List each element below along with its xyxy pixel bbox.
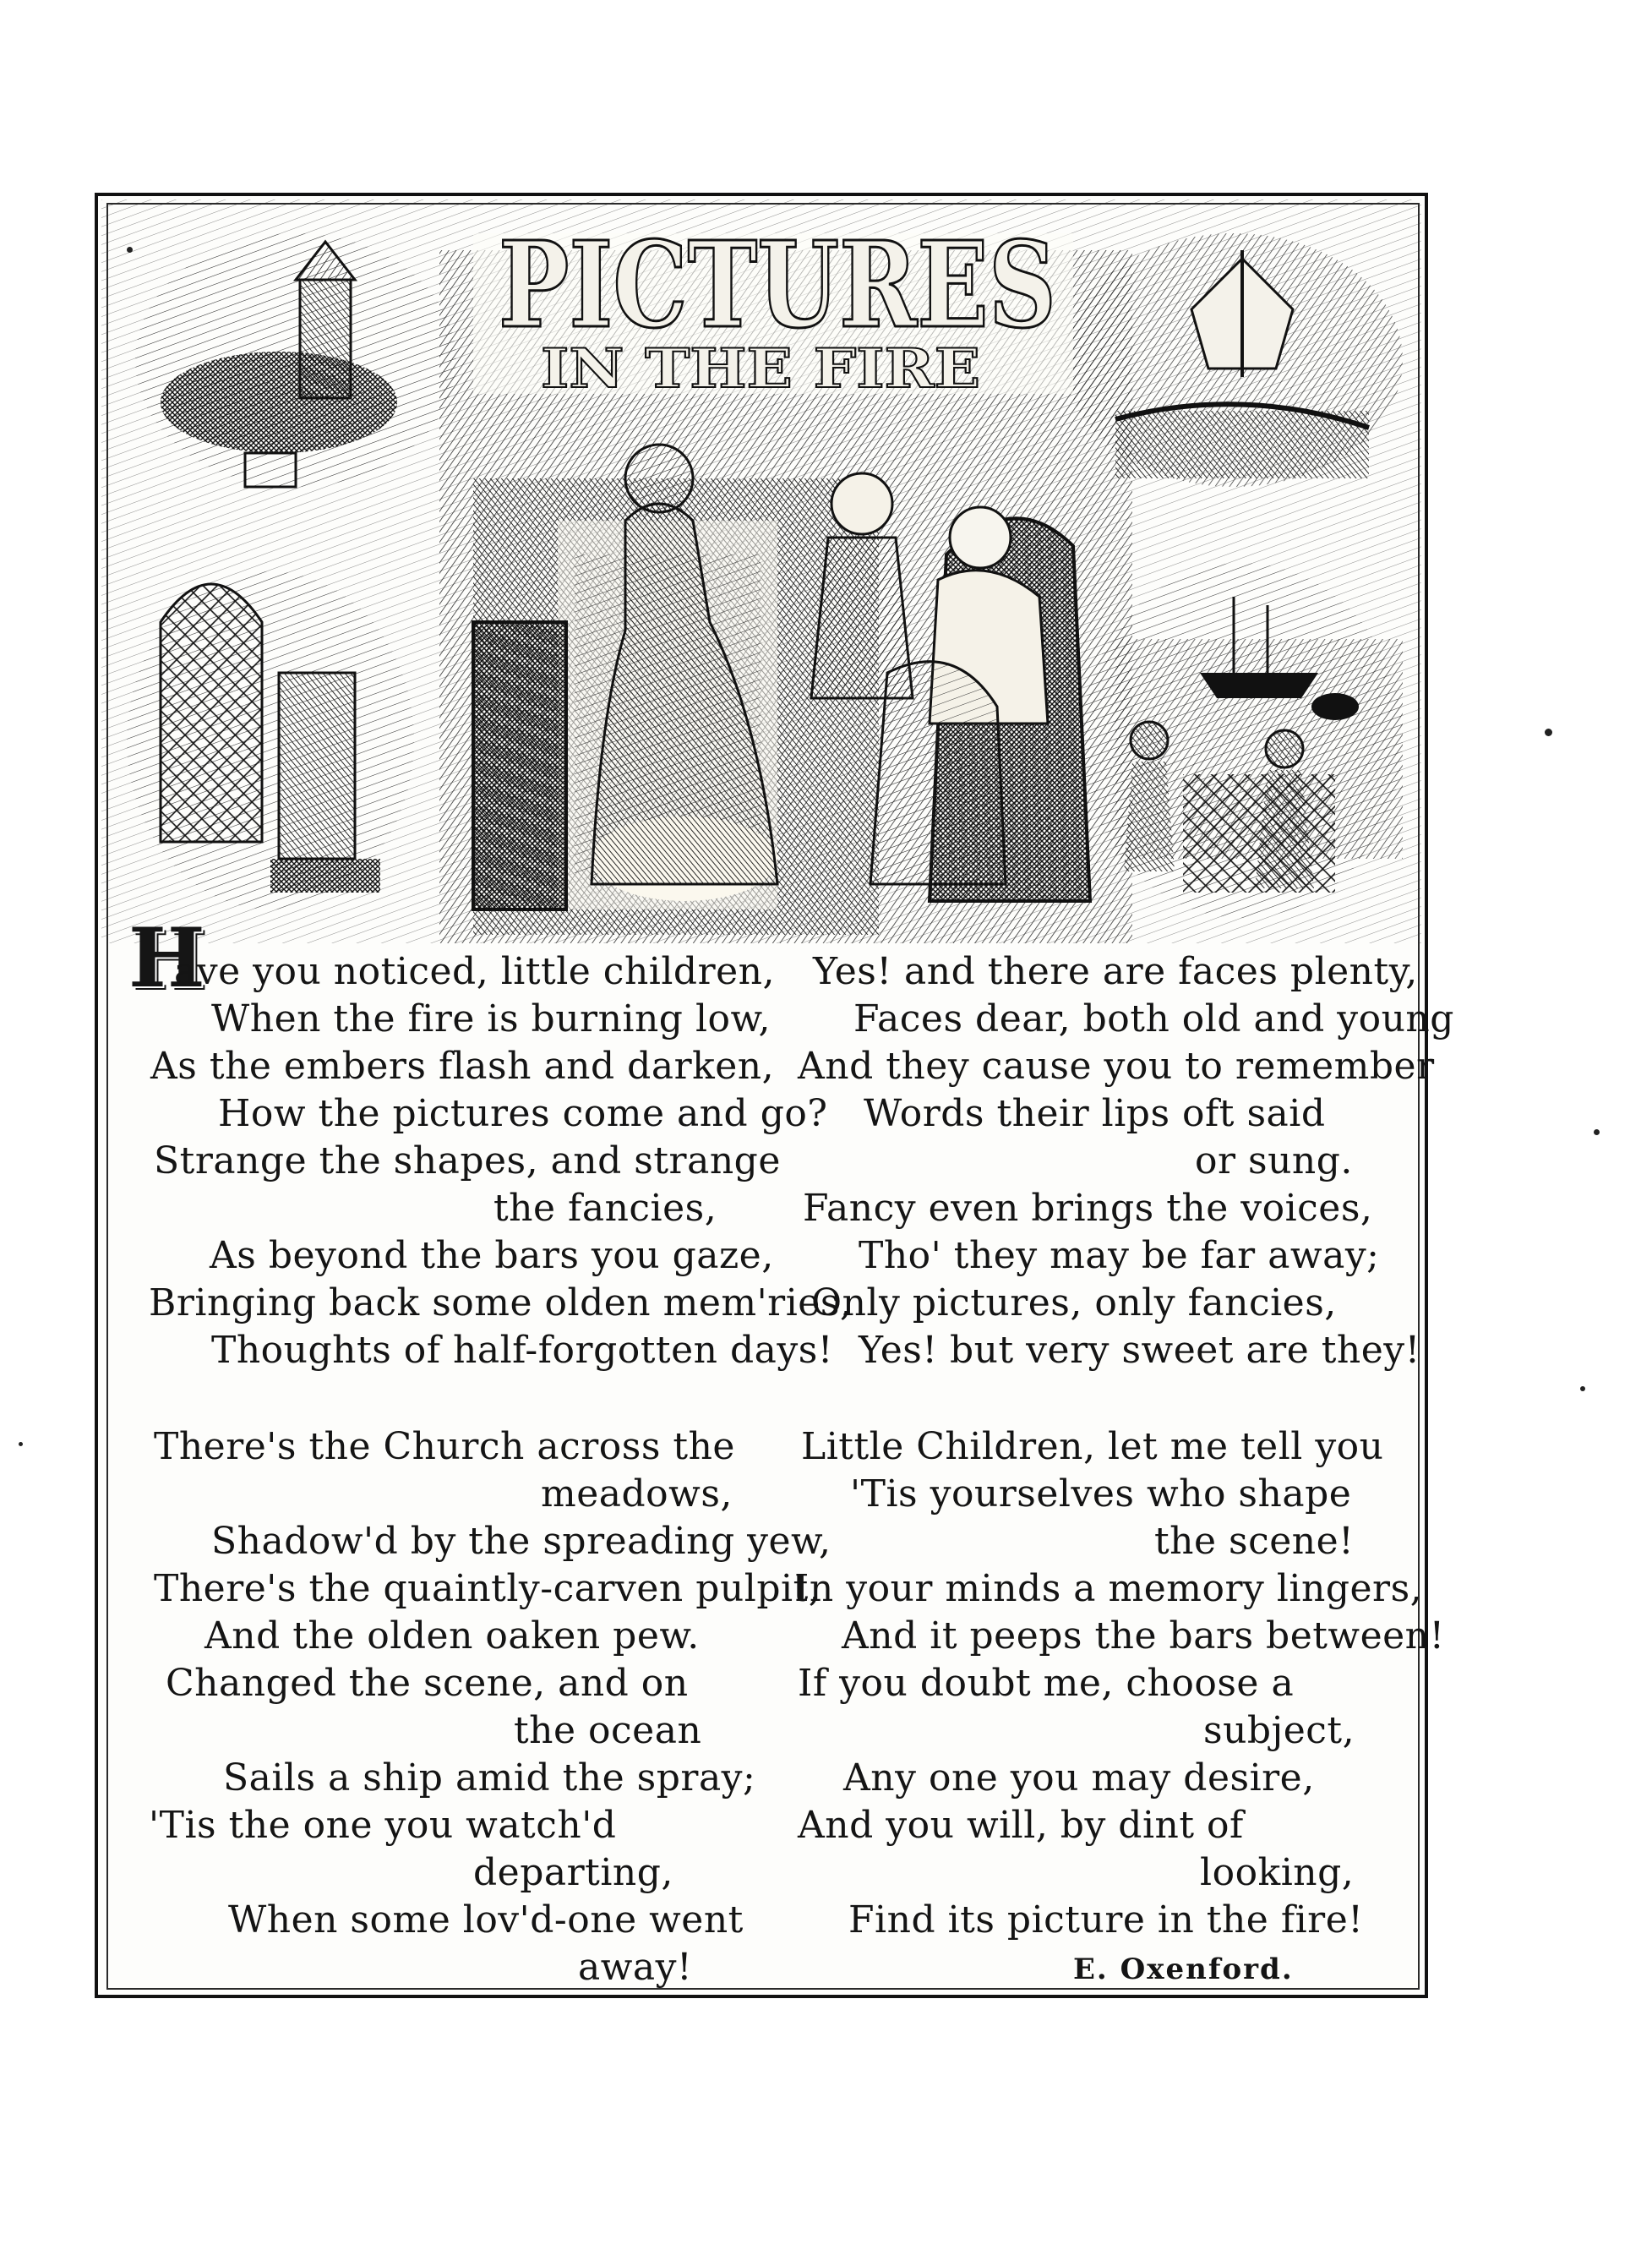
poem-line: If you doubt me, choose a (798, 1662, 1295, 1705)
drop-capital: H (128, 910, 205, 1006)
poem-line: In your minds a memory lingers, (794, 1567, 1423, 1610)
church-interior-vignette (127, 571, 414, 909)
poem-line: Find its picture in the fire! (848, 1898, 1364, 1942)
poem-line: As beyond the bars you gaze, (210, 1234, 774, 1277)
poem-line: Sails a ship amid the spray; (223, 1756, 756, 1800)
poem-line: Bringing back some olden mem'ries, (149, 1281, 853, 1324)
poem-line: away! (578, 1946, 693, 1989)
poem-line: Fancy even brings the voices, (803, 1187, 1373, 1230)
poem-line: meadows, (541, 1472, 733, 1516)
poem-line: the ocean (514, 1709, 702, 1752)
poem-line: As the embers flash and darken, (150, 1045, 775, 1088)
poem-line: the fancies, (493, 1187, 717, 1230)
poem-line: Yes! and there are faces plenty, (813, 950, 1418, 993)
poem-line: Thoughts of half-forgotten days! (211, 1329, 833, 1372)
poem-line: Little Children, let me tell you (801, 1425, 1384, 1468)
poem-line: And they cause you to remember (798, 1045, 1435, 1088)
poem-line: 'Tis yourselves who shape (850, 1472, 1352, 1516)
poem-line: looking, (1200, 1851, 1355, 1894)
poem-line: How the pictures come and go? (218, 1092, 828, 1135)
print-speck (1545, 729, 1552, 736)
print-speck (1594, 1129, 1600, 1135)
poem-line: When the fire is burning low, (211, 997, 771, 1040)
poem-line: Only pictures, only fancies, (811, 1281, 1337, 1324)
poem-line: And it peeps the bars between! (842, 1614, 1445, 1658)
poem-line: Words their lips oft said (864, 1092, 1326, 1135)
print-speck (19, 1442, 23, 1446)
poem-line: Shadow'd by the spreading yew, (211, 1520, 831, 1563)
poem-line: Changed the scene, and on (166, 1662, 689, 1705)
poem-line: There's the quaintly-carven pulpit, (154, 1567, 821, 1610)
poem-line: Strange the shapes, and strange (154, 1139, 781, 1182)
poem-line: When some lov'd-one went (228, 1898, 744, 1942)
poem-line: Any one you may desire, (843, 1756, 1315, 1800)
ship-at-sea-vignette (1065, 233, 1403, 487)
title-in-the-fire: IN THE FIRE (541, 337, 980, 401)
poem-line: departing, (473, 1851, 673, 1894)
poem-line: 'Tis the one you watch'd (149, 1804, 617, 1847)
church-tower-vignette (135, 233, 456, 487)
poem-line: the scene! (1154, 1520, 1355, 1563)
poem-line: And the olden oaken pew. (204, 1614, 700, 1658)
poem-line: And you will, by dint of (798, 1804, 1244, 1847)
poem-line: ave you noticed, little children, (174, 950, 775, 993)
title-block (473, 216, 1073, 401)
author-signature: E. Oxenford. (1073, 1952, 1294, 1986)
print-speck (127, 247, 133, 253)
poem-line: There's the Church across the (154, 1425, 735, 1468)
poem-line: Faces dear, both old and young (853, 997, 1454, 1040)
title-pictures: PICTURES (499, 216, 1056, 355)
poem-line: subject, (1203, 1709, 1355, 1752)
poem-line: Tho' they may be far away; (859, 1234, 1380, 1277)
poem-line: or sung. (1195, 1139, 1353, 1182)
fireside-illustration (101, 199, 1421, 943)
print-speck (1580, 1386, 1585, 1391)
harbour-farewell-vignette (1082, 563, 1403, 918)
poem-line: Yes! but very sweet are they! (859, 1329, 1420, 1372)
